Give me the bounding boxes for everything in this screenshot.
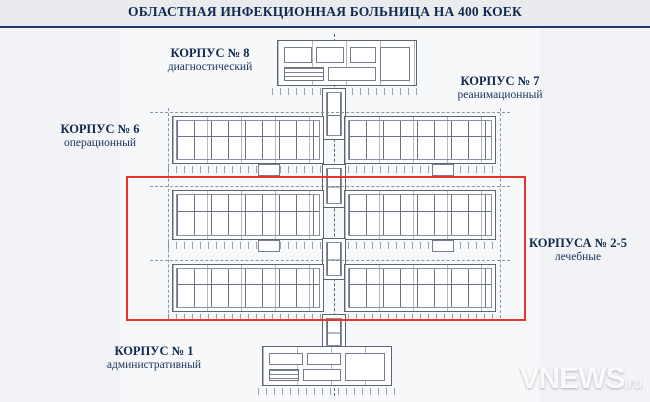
label-korpus-7	[420, 74, 580, 102]
room-cell	[307, 353, 341, 365]
label-korpusa-2-5-title: КОРПУСА № 2-5	[529, 236, 627, 250]
connector-corridor-top	[322, 88, 346, 140]
label-korpus-6	[30, 122, 170, 150]
floor-plan-drawing	[0, 28, 650, 402]
room-cell	[350, 47, 376, 63]
stair-symbol	[269, 369, 299, 381]
grid-rail	[272, 88, 422, 95]
label-korpus-7-title: КОРПУС № 7	[460, 74, 540, 88]
dimension-line	[150, 112, 510, 113]
room-cell	[345, 353, 385, 381]
label-korpus-6-subtitle: операционный	[63, 137, 137, 149]
page-title: ОБЛАСТНАЯ ИНФЕКЦИОННАЯ БОЛЬНИЦА НА 400 КОЕК	[128, 4, 522, 19]
block-grid	[345, 117, 495, 163]
label-korpus-8	[135, 46, 285, 74]
block-grid	[173, 117, 323, 163]
connector-inner	[326, 318, 342, 346]
stair-symbol	[284, 67, 324, 81]
label-korpusa-2-5	[512, 236, 644, 264]
entrance-node	[432, 164, 454, 176]
red-highlight-rectangle	[126, 176, 526, 321]
building-wing-6	[172, 116, 324, 164]
title-bar	[0, 0, 650, 28]
label-korpus-7-subtitle: реанимационный	[457, 89, 543, 101]
room-cell	[328, 67, 376, 81]
label-korpus-6-title: КОРПУС № 6	[60, 122, 140, 136]
label-korpus-8-title: КОРПУС № 8	[170, 46, 250, 60]
label-korpus-1-title: КОРПУС № 1	[114, 344, 194, 358]
entrance-node	[258, 164, 280, 176]
watermark-text: VNEWS	[519, 362, 625, 395]
label-korpus-1-subtitle: административный	[106, 359, 202, 371]
label-korpus-1	[72, 344, 236, 372]
watermark-suffix: .ru	[624, 375, 642, 392]
room-cell	[380, 47, 410, 81]
watermark	[519, 362, 642, 396]
grid-rail	[258, 388, 396, 395]
room-cell	[316, 47, 344, 63]
connector-inner	[326, 92, 342, 136]
building-block-8-7	[277, 40, 417, 86]
room-cell	[303, 369, 341, 381]
label-korpusa-2-5-subtitle: лечебные	[554, 251, 602, 263]
grid-rail	[340, 166, 500, 173]
building-wing-7	[344, 116, 496, 164]
room-cell	[284, 47, 312, 63]
label-korpus-8-subtitle: диагностический	[167, 61, 253, 73]
room-cell	[269, 353, 303, 365]
building-block-1	[262, 346, 392, 386]
grid-rail	[168, 166, 328, 173]
